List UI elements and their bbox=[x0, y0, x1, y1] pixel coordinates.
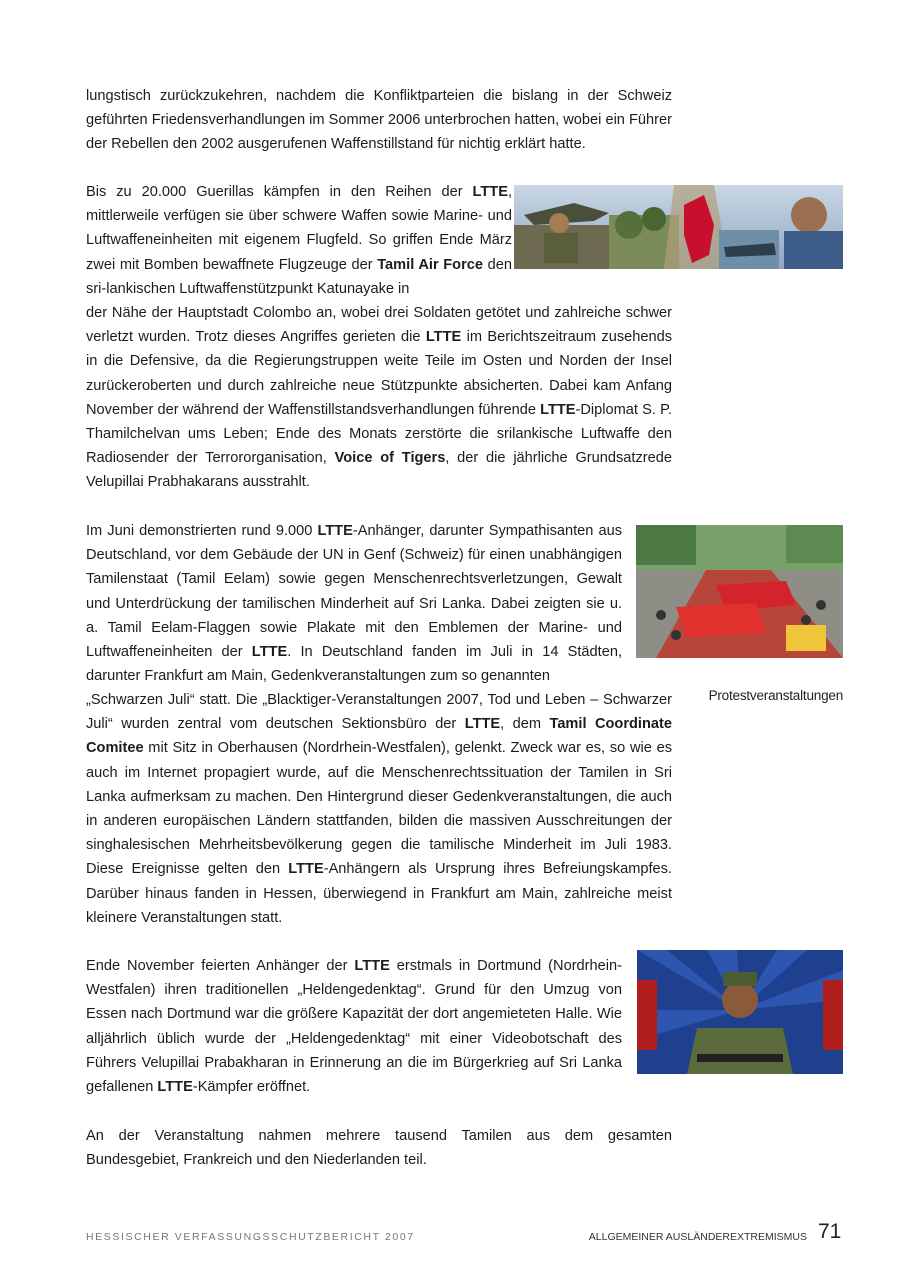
bold-term: LTTE bbox=[251, 644, 288, 661]
text-run: den sri-lankischen Luftwaffenstützpunkt Katunayake in bbox=[86, 256, 512, 297]
text-run: , dem bbox=[500, 716, 550, 733]
bold-term: LTTE bbox=[464, 716, 501, 733]
text-run: . In Deutschland fanden im Juli in 14 Städten, darunter Frankfurt am Main, Gedenkveranstaltungen zum so genannten bbox=[86, 644, 622, 685]
text-run: Ende November feierten Anhänger der bbox=[86, 958, 355, 974]
text-run: „Schwarzen Juli“ statt. Die „Blacktiger-Veranstaltungen 2007, Tod und Leben – Schwarzer Juli“ wurden zentral vom deutschen Sektionsbüro der bbox=[86, 692, 672, 733]
paragraph-ltte-forces-upper bbox=[86, 180, 512, 301]
bold-term: LTTE bbox=[157, 1079, 193, 1096]
text-run: mit Sitz in Oberhausen (Nordrhein-Westfalen), gelenkt. Zweck war es, so wie es auch im Internet propagiert wurde, auf die Menschenrechtssituation der Tamilen in Sri Lanka aufmerksam zu machen. Den Hintergrund dieser Gedenkveranstaltungen, die auch in anderen europäischen Ländern stattfanden, bilden die massiven Ausschreitungen der singhalesischen Mehrheitsbevölkerung gegen die tamilische Minderheit im Juli 1983. Diese Ereignisse gelten den bbox=[86, 740, 672, 878]
text-run: erstmals in Dortmund (Nordrhein-Westfalen) ihren traditionellen „Heldengedenktag“. Grund für den Umzug von Essen nach Dortmund war die größere Kapazität der dort angemieteten Halle. Wie alljährlich üblich wurde der „Heldengedenktag“ mit einer Videobotschaft des Führers Velupillai Prabakharan in Erinnerung an die im Bürgerkrieg auf Sri Lanka gefallenen bbox=[86, 958, 622, 1096]
bold-term: Tamil Air Force bbox=[377, 256, 483, 273]
bold-term: LTTE bbox=[540, 401, 576, 418]
paragraph-text: lungstisch zurückzukehren, nachdem die Konfliktparteien die bislang in der Schweiz geführten Friedensverhandlungen im Sommer 2006 unterbrochen hatten, wobei ein Führer der Rebellen den 2002 ausgerufenen Waffenstillstand für nichtig erklärt hatte. bbox=[86, 88, 672, 153]
text-run: im Berichtszeitraum zusehends in die Defensive, da die Regierungstruppen weite Teile im Osten und Norden der Insel zurückeroberten und durch zahlreiche neue Stützpunkte absicherten. Dabei kam Anfang November der während der Waffenstillstandsverhandlungen führende bbox=[86, 329, 672, 418]
bold-term: LTTE bbox=[288, 861, 324, 878]
ltte-collage-photo bbox=[514, 185, 843, 269]
text-run: -Anhängern als Ursprung ihres Befreiungskampfes. Darüber hinaus fanden in Hessen, überwiegend in Frankfurt am Main, zahlreiche meist kleinere Veranstaltungen statt. bbox=[86, 861, 672, 926]
text-run: Im Juni demonstrierten rund 9.000 bbox=[86, 523, 318, 539]
paragraph-demonstration-lower bbox=[86, 688, 672, 930]
paragraph-heroes-day bbox=[86, 954, 622, 1099]
text-run: der Nähe der Hauptstadt Colombo an, wobei drei Soldaten getötet und zahlreiche schwer verletzt wurden. Trotz dieses Angriffes gerieten die bbox=[86, 305, 672, 346]
bold-term: LTTE bbox=[425, 329, 462, 346]
footer-section-title: ALLGEMEINER AUSLÄNDEREXTREMISMUS bbox=[588, 1231, 807, 1243]
text-run: , der die jährliche Grundsatzrede Velupillai Prabhakarans ausstrahlt. bbox=[86, 450, 672, 491]
photo-caption: Protestveranstaltungen bbox=[708, 688, 843, 703]
leader-portrait-photo bbox=[637, 950, 843, 1074]
paragraph-intro bbox=[86, 84, 672, 157]
text-run: -Kämpfer eröffnet. bbox=[192, 1079, 311, 1096]
bold-term: Tamil Coordinate Comitee bbox=[86, 716, 672, 757]
paragraph-demonstration-upper bbox=[86, 519, 622, 688]
protest-march-photo bbox=[636, 525, 843, 658]
footer-report-title: HESSISCHER VERFASSUNGSSCHUTZBERICHT 2007 bbox=[86, 1231, 415, 1243]
paragraph-text: An der Veranstaltung nahmen mehrere tausend Tamilen aus dem gesamten Bundesgebiet, Frankreich und den Niederlanden teil. bbox=[86, 1128, 672, 1169]
paragraph-ltte-forces-lower bbox=[86, 301, 672, 495]
text-run: , mittlerweile verfügen sie über schwere Waffen sowie Marine- und Luftwaffeneinheiten mit eigenem Flugfeld. So griffen Ende März zwei mit Bomben bewaffnete Flugzeuge der bbox=[86, 184, 512, 273]
paragraph-attendance bbox=[86, 1124, 672, 1172]
bold-term: LTTE bbox=[354, 958, 390, 974]
bold-term: LTTE bbox=[317, 523, 353, 539]
text-run: -Anhänger, darunter Sympathisanten aus Deutschland, vor dem Gebäude der UN in Genf (Schweiz) für einen unabhängigen Tamilenstaat (Tamil Eelam) sowie gegen Menschenrechtsverletzungen, Gewalt und Unterdrückung der tamilischen Minderheit auf Sri Lanka. Dabei zeigten sie u. a. Tamil Eelam-Flaggen sowie Plakate mit den Emblemen der Marine- und Luftwaffeneinheiten der bbox=[86, 523, 623, 661]
page-number: 71 bbox=[818, 1220, 842, 1243]
bold-term: LTTE bbox=[472, 184, 508, 200]
text-run: Bis zu 20.000 Guerillas kämpfen in den Reihen der bbox=[86, 184, 473, 200]
bold-term: Voice of Tigers bbox=[334, 450, 446, 467]
text-run: -Diplomat S. P. Thamilchelvan ums Leben; Ende des Monats zerstörte die srilankische Luftwaffe den Radiosender der Terrororganisation, bbox=[86, 401, 672, 467]
